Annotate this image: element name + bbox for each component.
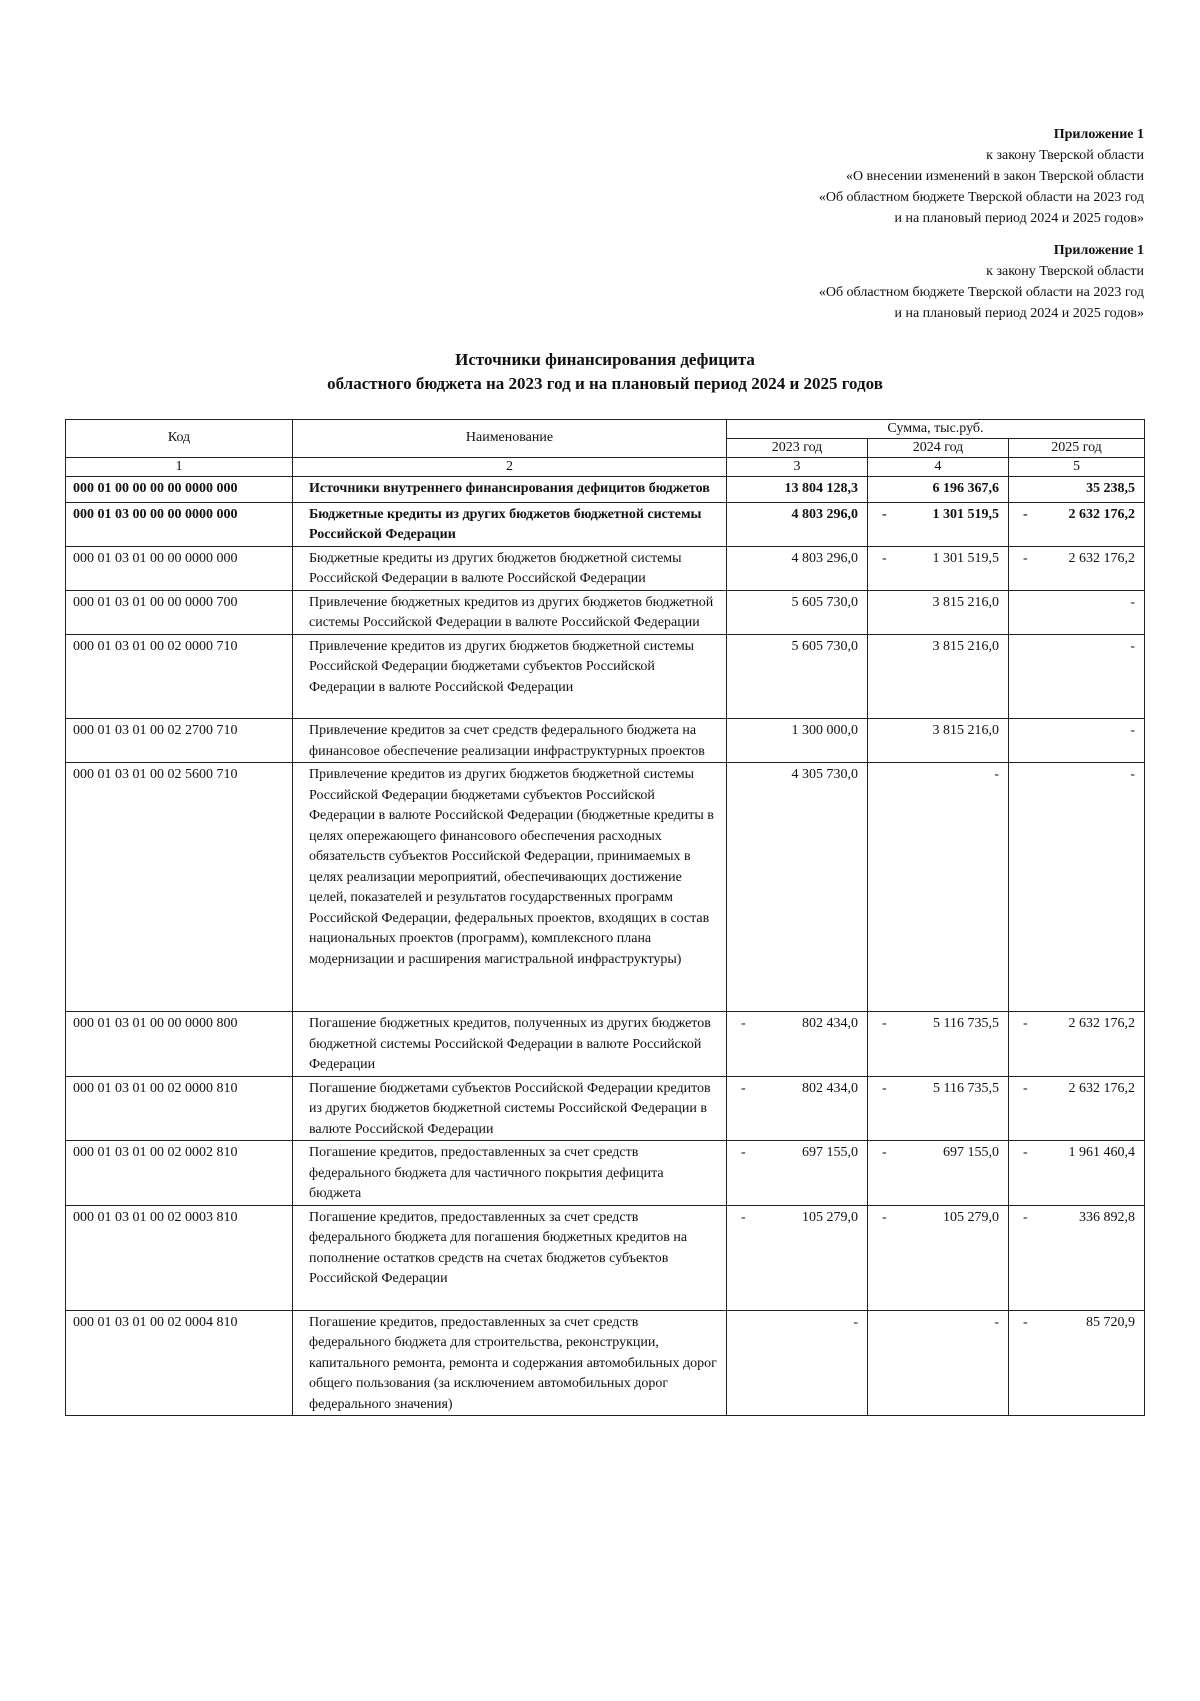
row-code: 000 01 03 01 00 02 0004 810	[66, 1310, 293, 1416]
annex-current-line: «Об областном бюджете Тверской области на 2023 год	[818, 190, 1144, 205]
row-amount-2023	[727, 634, 868, 719]
header-year-2024: 2024 год	[868, 439, 1009, 458]
minus-sign: -	[741, 1209, 746, 1225]
minus-sign: -	[882, 1080, 887, 1096]
row-code: 000 01 03 01 00 00 0000 700	[66, 590, 293, 634]
annex-original-line: к закону Тверской области	[986, 264, 1144, 279]
table-row	[66, 1205, 1145, 1310]
row-code: 000 01 03 01 00 02 0002 810	[66, 1141, 293, 1206]
row-name	[293, 1076, 727, 1141]
index-cell: 4	[868, 458, 1009, 477]
table-row	[66, 1141, 1145, 1206]
amount-value: 5 605 730,0	[791, 638, 858, 654]
header-year-2025: 2025 год	[1009, 439, 1145, 458]
row-name	[293, 477, 727, 503]
minus-sign: -	[1023, 550, 1028, 566]
amount-value: 105 279,0	[943, 1209, 999, 1225]
amount-value: 1 301 519,5	[932, 506, 999, 522]
row-amount-2025	[1009, 634, 1145, 719]
document-title-line: Источники финансирования дефицита	[455, 350, 755, 369]
header-code: Код	[66, 420, 293, 458]
table-row	[66, 477, 1145, 503]
row-name-text: Привлечение бюджетных кредитов из других бюджетов бюджетной системы Российской Федерации в валюте Российской Федерации	[309, 594, 714, 630]
row-amount-2024	[868, 546, 1009, 590]
row-name	[293, 1141, 727, 1206]
row-name	[293, 719, 727, 763]
annex-original-line: «Об областном бюджете Тверской области на 2023 год	[818, 285, 1144, 300]
table-row	[66, 719, 1145, 763]
amount-value: 105 279,0	[802, 1209, 858, 1225]
amount-value: 13 804 128,3	[784, 481, 858, 496]
table-row	[66, 1012, 1145, 1077]
annex-original-line: и на плановый период 2024 и 2025 годов»	[894, 306, 1144, 321]
amount-value: 6 196 367,6	[932, 481, 999, 496]
row-amount-2023	[727, 477, 868, 503]
amount-value: 3 815 216,0	[932, 723, 999, 738]
amount-value: 2 632 176,2	[1068, 1080, 1135, 1096]
amount-value: 2 632 176,2	[1068, 506, 1135, 522]
document-title	[0, 348, 1200, 396]
row-amount-2023	[727, 719, 868, 763]
annex-current-title: Приложение 1	[1053, 127, 1144, 142]
minus-sign: -	[1023, 1145, 1028, 1160]
row-code: 000 01 03 01 00 00 0000 000	[66, 546, 293, 590]
row-amount-2023	[727, 1012, 868, 1077]
row-name	[293, 590, 727, 634]
row-code: 000 01 03 01 00 02 0000 810	[66, 1076, 293, 1141]
row-amount-2025	[1009, 546, 1145, 590]
row-code: 000 01 03 01 00 02 5600 710	[66, 763, 293, 1012]
amount-value: 1 300 000,0	[791, 723, 858, 738]
row-amount-2025	[1009, 1076, 1145, 1141]
row-code: 000 01 03 01 00 00 0000 800	[66, 1012, 293, 1077]
row-amount-2023	[727, 1205, 868, 1310]
amount-value: 2 632 176,2	[1068, 550, 1135, 566]
row-name	[293, 546, 727, 590]
minus-sign: -	[882, 1016, 887, 1031]
table-row	[66, 1076, 1145, 1141]
row-name	[293, 502, 727, 546]
amount-value: 697 155,0	[943, 1145, 999, 1160]
amount-value: -	[1130, 594, 1135, 610]
row-amount-2023	[727, 763, 868, 1012]
row-code: 000 01 00 00 00 00 0000 000	[66, 477, 293, 503]
row-amount-2023	[727, 1076, 868, 1141]
row-name	[293, 1205, 727, 1310]
header-sum: Сумма, тыс.руб.	[727, 420, 1145, 439]
index-cell: 1	[66, 458, 293, 477]
row-name-text: Источники внутреннего финансирования дефицитов бюджетов	[309, 481, 710, 496]
row-amount-2024	[868, 719, 1009, 763]
row-code: 000 01 03 00 00 00 0000 000	[66, 502, 293, 546]
amount-value: 336 892,8	[1079, 1209, 1135, 1225]
row-name-text: Погашение кредитов, предоставленных за счет средств федерального бюджета для строительства, реконструкции, капитального ремонта, ремонта и содержания автомобильных дорог общего пользования (за исключением автомобильных дорог федерального значения)	[309, 1314, 717, 1412]
minus-sign: -	[882, 1209, 887, 1225]
row-name-text: Бюджетные кредиты из других бюджетов бюджетной системы Российской Федерации	[309, 506, 702, 542]
amount-value: 3 815 216,0	[932, 594, 999, 610]
amount-value: 3 815 216,0	[932, 638, 999, 654]
row-amount-2024	[868, 477, 1009, 503]
row-amount-2024	[868, 590, 1009, 634]
minus-sign: -	[1023, 1209, 1028, 1225]
row-amount-2025	[1009, 1141, 1145, 1206]
row-amount-2025	[1009, 477, 1145, 503]
table-row	[66, 763, 1145, 1012]
amount-value: -	[1130, 767, 1135, 782]
amount-value: 2 632 176,2	[1068, 1016, 1135, 1031]
minus-sign: -	[882, 550, 887, 566]
row-amount-2025	[1009, 1205, 1145, 1310]
row-name-text: Погашение кредитов, предоставленных за счет средств федерального бюджета для погашения бюджетных кредитов на пополнение остатков средств на счетах бюджетов субъектов Российской Федерации	[309, 1209, 688, 1286]
deficit-sources-table	[65, 419, 1145, 1416]
amount-value: 1 961 460,4	[1068, 1145, 1135, 1160]
amount-value: 35 238,5	[1086, 481, 1135, 496]
row-name	[293, 763, 727, 1012]
row-amount-2024	[868, 763, 1009, 1012]
header-year-2023: 2023 год	[727, 439, 868, 458]
annex-current-header	[819, 124, 1144, 229]
table-header-row	[66, 420, 1145, 439]
table-row	[66, 1310, 1145, 1416]
minus-sign: -	[882, 1145, 887, 1160]
row-name-text: Погашение кредитов, предоставленных за счет средств федерального бюджета для частичного покрытия дефицита бюджета	[309, 1145, 664, 1201]
annex-original-header	[819, 240, 1144, 324]
row-amount-2024	[868, 1012, 1009, 1077]
amount-value: -	[1130, 723, 1135, 738]
row-amount-2023	[727, 1141, 868, 1206]
table-row	[66, 546, 1145, 590]
header-name: Наименование	[293, 420, 727, 458]
amount-value: 4 803 296,0	[791, 506, 858, 522]
document-title-line: областного бюджета на 2023 год и на плановый период 2024 и 2025 годов	[327, 374, 883, 393]
row-code: 000 01 03 01 00 02 0000 710	[66, 634, 293, 719]
row-name	[293, 1310, 727, 1416]
amount-value: 1 301 519,5	[932, 550, 999, 566]
amount-value: 5 605 730,0	[791, 594, 858, 610]
row-amount-2025	[1009, 1310, 1145, 1416]
minus-sign: -	[1023, 506, 1028, 522]
amount-value: 802 434,0	[802, 1016, 858, 1031]
row-amount-2025	[1009, 590, 1145, 634]
index-cell: 2	[293, 458, 727, 477]
row-amount-2024	[868, 1141, 1009, 1206]
table-body	[66, 477, 1145, 1416]
row-amount-2023	[727, 1310, 868, 1416]
amount-value: 4 803 296,0	[791, 550, 858, 566]
row-name-text: Привлечение кредитов из других бюджетов бюджетной системы Российской Федерации бюджетами субъектов Российской Федерации в валюте Российской Федерации	[309, 638, 695, 695]
row-amount-2024	[868, 1310, 1009, 1416]
minus-sign: -	[1023, 1314, 1028, 1330]
table-row	[66, 590, 1145, 634]
amount-value: -	[1130, 638, 1135, 654]
amount-value: -	[853, 1314, 858, 1330]
row-name-text: Привлечение кредитов за счет средств федерального бюджета на финансовое обеспечение реализации инфраструктурных проектов	[309, 723, 705, 759]
annex-current-line: и на плановый период 2024 и 2025 годов»	[894, 211, 1144, 226]
table-row	[66, 502, 1145, 546]
row-code: 000 01 03 01 00 02 2700 710	[66, 719, 293, 763]
row-amount-2024	[868, 634, 1009, 719]
row-amount-2023	[727, 590, 868, 634]
index-cell: 5	[1009, 458, 1145, 477]
row-amount-2024	[868, 502, 1009, 546]
amount-value: 5 116 735,5	[933, 1016, 999, 1031]
amount-value: 85 720,9	[1086, 1314, 1135, 1330]
row-amount-2025	[1009, 763, 1145, 1012]
table-index-row	[66, 458, 1145, 477]
row-name-text: Погашение бюджетами субъектов Российской Федерации кредитов из других бюджетов бюджетной системы Российской Федерации в валюте Российской Федерации	[309, 1080, 711, 1137]
amount-value: 802 434,0	[802, 1080, 858, 1096]
amount-value: -	[994, 767, 999, 782]
amount-value: 5 116 735,5	[933, 1080, 999, 1096]
minus-sign: -	[741, 1080, 746, 1096]
annex-current-line: к закону Тверской области	[986, 148, 1144, 163]
row-code: 000 01 03 01 00 02 0003 810	[66, 1205, 293, 1310]
row-name	[293, 634, 727, 719]
row-amount-2023	[727, 502, 868, 546]
minus-sign: -	[1023, 1016, 1028, 1031]
row-name-text: Погашение бюджетных кредитов, полученных из других бюджетов бюджетной системы Российской Федерации в валюте Российской Федерации	[309, 1016, 711, 1072]
amount-value: -	[994, 1314, 999, 1330]
minus-sign: -	[741, 1016, 746, 1031]
row-amount-2025	[1009, 502, 1145, 546]
table-row	[66, 634, 1145, 719]
minus-sign: -	[741, 1145, 746, 1160]
minus-sign: -	[882, 506, 887, 522]
annex-current-line: «О внесении изменений в закон Тверской области	[845, 169, 1144, 184]
row-name-text: Привлечение кредитов из других бюджетов бюджетной системы Российской Федерации бюджетами субъектов Российской Федерации в валюте Российской Федерации (бюджетные кредиты в целях опережающего финансового обеспечения расходных обязательств субъектов Российской Федерации, принимаемых в целях реализации мероприятий, обеспечивающих достижение целей, показателей и результатов государственных программ Российской Федерации, федеральных проектов, входящих в состав национальных проектов (программ), комплексного плана модернизации и расширения магистральной инфраструктуры)	[309, 767, 714, 967]
row-name-text: Бюджетные кредиты из других бюджетов бюджетной системы Российской Федерации в валюте Российской Федерации	[309, 550, 682, 586]
amount-value: 697 155,0	[802, 1145, 858, 1160]
row-name	[293, 1012, 727, 1077]
index-cell: 3	[727, 458, 868, 477]
row-amount-2023	[727, 546, 868, 590]
row-amount-2024	[868, 1076, 1009, 1141]
row-amount-2025	[1009, 719, 1145, 763]
row-amount-2024	[868, 1205, 1009, 1310]
row-amount-2025	[1009, 1012, 1145, 1077]
amount-value: 4 305 730,0	[791, 767, 858, 782]
annex-original-title: Приложение 1	[1053, 243, 1144, 258]
minus-sign: -	[1023, 1080, 1028, 1096]
